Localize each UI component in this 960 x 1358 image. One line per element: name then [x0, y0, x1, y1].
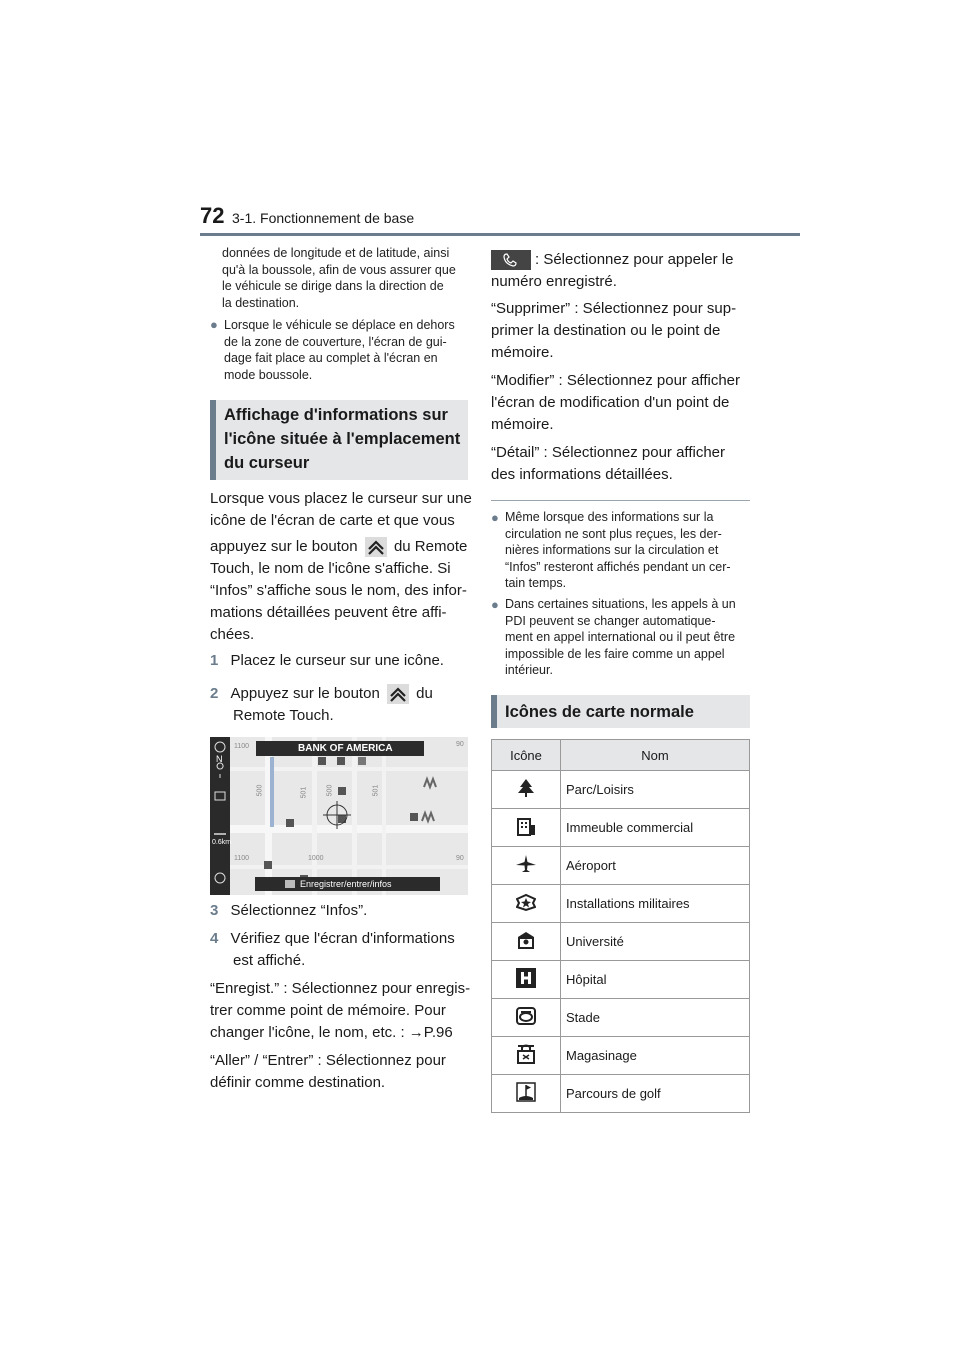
- text-line: le véhicule se dirige dans la direction de: [222, 279, 444, 293]
- icon-cell: [492, 923, 561, 961]
- step-number: 4: [210, 930, 219, 947]
- step-number: 2: [210, 685, 219, 702]
- text-line: “Infos” s'affiche sous le nom, des infor-: [210, 582, 467, 599]
- text-line: [210, 536, 472, 558]
- step-3: [210, 900, 367, 922]
- street-label: 500: [256, 784, 264, 797]
- text-line: numéro enregistré.: [491, 273, 617, 290]
- name-cell: Parc/Loisirs: [561, 771, 750, 809]
- table-row: [492, 847, 750, 885]
- text-line: données de longitude et de latitude, ainsi: [222, 246, 450, 260]
- street-label: 1000: [308, 855, 324, 862]
- note-pdi-calls: [505, 596, 755, 679]
- step-text: Remote Touch.: [233, 707, 334, 724]
- shopping-icon: [516, 1044, 536, 1064]
- text-line: qu'à la boussole, afin de vous assurer que: [222, 262, 456, 277]
- text-line: des informations détaillées.: [491, 466, 673, 483]
- hospital-icon: [516, 968, 536, 988]
- text-line: ment en appel international ou il peut être: [505, 630, 736, 644]
- street-label: 90: [456, 741, 464, 748]
- text-line: chées.: [210, 626, 255, 643]
- icon-cell: [492, 961, 561, 999]
- text-line: trer comme point de mémoire. Pour: [210, 1002, 446, 1019]
- step-text: Sélectionnez “Infos”.: [230, 902, 368, 919]
- page-number: 72: [200, 203, 225, 228]
- table-row: [492, 1075, 750, 1113]
- step-4: [210, 928, 472, 972]
- name-cell: Université: [561, 923, 750, 961]
- text-line: circulation ne sont plus reçues, les der-: [505, 526, 722, 541]
- street-label: 1100: [234, 855, 250, 862]
- university-icon: [516, 930, 536, 950]
- step-2: [210, 683, 472, 727]
- compass-north: N: [216, 754, 223, 764]
- table-header-row: [492, 740, 750, 771]
- notes-divider: [491, 500, 750, 501]
- text-line: mémoire.: [491, 416, 554, 433]
- icon-cell: [492, 847, 561, 885]
- table-row: [492, 1037, 750, 1075]
- step-text: Vérifiez que l'écran d'informations: [230, 930, 455, 947]
- street-label: 501: [300, 786, 308, 799]
- map-scale: [212, 839, 231, 846]
- heading-line: du curseur: [224, 454, 310, 472]
- step-1: [210, 650, 444, 672]
- text-line: nières informations sur la circulation et: [505, 543, 719, 557]
- table-row: [492, 771, 750, 809]
- icon-cell: [492, 885, 561, 923]
- name-cell: Hôpital: [561, 961, 750, 999]
- section-heading: [210, 400, 468, 480]
- golf-icon: [516, 1082, 536, 1102]
- chevron-up-button-icon: [365, 537, 387, 557]
- text-line: intérieur.: [505, 663, 553, 677]
- heading-line: Affichage d'informations sur: [224, 406, 448, 424]
- text-line: mode boussole.: [224, 367, 313, 382]
- text-line: l'écran de modification d'un point de: [491, 394, 730, 411]
- aller-description: [210, 1050, 472, 1094]
- chevron-up-button-icon: [387, 684, 409, 704]
- intro-paragraph: [210, 488, 472, 646]
- step-text: du: [416, 685, 433, 702]
- street-label: 1100: [234, 743, 250, 750]
- text-line: primer la destination ou le point de: [491, 322, 721, 339]
- map-screenshot: [210, 737, 468, 895]
- bullet-icon: ●: [210, 317, 218, 332]
- step-number: 3: [210, 902, 219, 919]
- header-rule: [200, 233, 800, 236]
- park-icon: [517, 778, 535, 798]
- text-line: la destination.: [222, 295, 300, 310]
- icon-cell: [492, 1075, 561, 1113]
- section-title: 3-1. Fonctionnement de base: [232, 210, 415, 226]
- scale-unit: km: [221, 839, 232, 846]
- text-line: mémoire.: [491, 344, 554, 361]
- continued-text: [222, 245, 472, 311]
- table-row: [492, 999, 750, 1037]
- text-line: Touch, le nom de l'icône s'affiche. Si: [210, 560, 451, 577]
- text-line: définir comme destination.: [210, 1074, 386, 1091]
- name-cell: Aéroport: [561, 847, 750, 885]
- column-header-icon: Icône: [492, 740, 561, 771]
- table-row: [492, 809, 750, 847]
- text-line: changer l'icône, le nom, etc. : →P.96: [210, 1024, 453, 1041]
- street-label: 90: [456, 855, 464, 862]
- text-line: dage fait place au complet à l'écran en: [224, 351, 438, 365]
- text-line: Lorsque vous placez le curseur sur une: [210, 490, 472, 507]
- step-text: Placez le curseur sur une icône.: [230, 652, 444, 669]
- text-line: icône de l'écran de carte et que vous: [210, 512, 455, 529]
- text-line: mations détaillées peuvent être affi-: [210, 604, 447, 621]
- step-text: est affiché.: [233, 952, 306, 969]
- icon-cell: [492, 999, 561, 1037]
- text-fragment: : Sélectionnez pour appeler le: [535, 251, 734, 268]
- step-number: 1: [210, 652, 219, 669]
- heading-line: l'icône située à l'emplacement: [224, 430, 461, 448]
- text-line: [491, 249, 753, 271]
- bullet-icon: ●: [491, 597, 499, 612]
- map-banner: BANK OF AMERICA: [298, 743, 393, 754]
- text-line: “Détail” : Sélectionnez pour afficher: [491, 444, 726, 461]
- detail-description: [491, 442, 753, 486]
- name-cell: Installations militaires: [561, 885, 750, 923]
- text-fragment: du Remote: [393, 538, 468, 555]
- text-line: Dans certaines situations, les appels à un: [505, 597, 736, 611]
- stadium-icon: [516, 1006, 536, 1026]
- name-cell: Magasinage: [561, 1037, 750, 1075]
- table-row: [492, 885, 750, 923]
- bullet-icon: ●: [491, 510, 499, 525]
- text-line: “Modifier” : Sélectionnez pour afficher: [491, 372, 741, 389]
- table-row: [492, 923, 750, 961]
- map-icons-table: [491, 739, 750, 1113]
- icon-cell: [492, 1037, 561, 1075]
- street-label: 500: [326, 784, 334, 797]
- step-text: Appuyez sur le bouton: [230, 685, 380, 702]
- text-line: “Aller” / “Entrer” : Sélectionnez pour: [210, 1052, 446, 1069]
- text-line: Lorsque le véhicule se déplace en dehors: [224, 318, 455, 332]
- note-traffic: [505, 509, 755, 592]
- airport-icon: [515, 854, 537, 874]
- map-bottom-bar: Enregistrer/entrer/infos: [300, 879, 392, 889]
- text-fragment: appuyez sur le bouton: [210, 538, 358, 555]
- phone-icon: [491, 250, 531, 270]
- icon-cell: [492, 771, 561, 809]
- military-icon: [516, 892, 536, 912]
- name-cell: Immeuble commercial: [561, 809, 750, 847]
- office-building-icon: [516, 816, 536, 836]
- text-line: PDI peuvent se changer automatique-: [505, 613, 716, 628]
- table-heading: Icônes de carte normale: [491, 695, 750, 728]
- supprimer-description: [491, 298, 753, 364]
- text-line: impossible de les faire comme un appel: [505, 646, 725, 661]
- text-line: tain temps.: [505, 576, 567, 590]
- modifier-description: [491, 370, 753, 436]
- enregist-description: [210, 978, 472, 1044]
- column-header-name: Nom: [561, 740, 750, 771]
- scale-value: 0.6: [212, 839, 222, 846]
- street-label: 501: [372, 784, 380, 797]
- text-line: “Supprimer” : Sélectionnez pour sup-: [491, 300, 737, 317]
- name-cell: Stade: [561, 999, 750, 1037]
- text-line: “Infos” resteront affichés pendant un cer-: [505, 559, 731, 574]
- text-line: “Enregist.” : Sélectionnez pour enregis-: [210, 980, 471, 997]
- name-cell: Parcours de golf: [561, 1075, 750, 1113]
- text-line: de la zone de couverture, l'écran de gui-: [224, 334, 447, 349]
- table-row: [492, 961, 750, 999]
- icon-cell: [492, 809, 561, 847]
- text-line: Même lorsque des informations sur la: [505, 510, 714, 524]
- phone-description: [491, 249, 753, 293]
- bullet-note: [224, 317, 474, 383]
